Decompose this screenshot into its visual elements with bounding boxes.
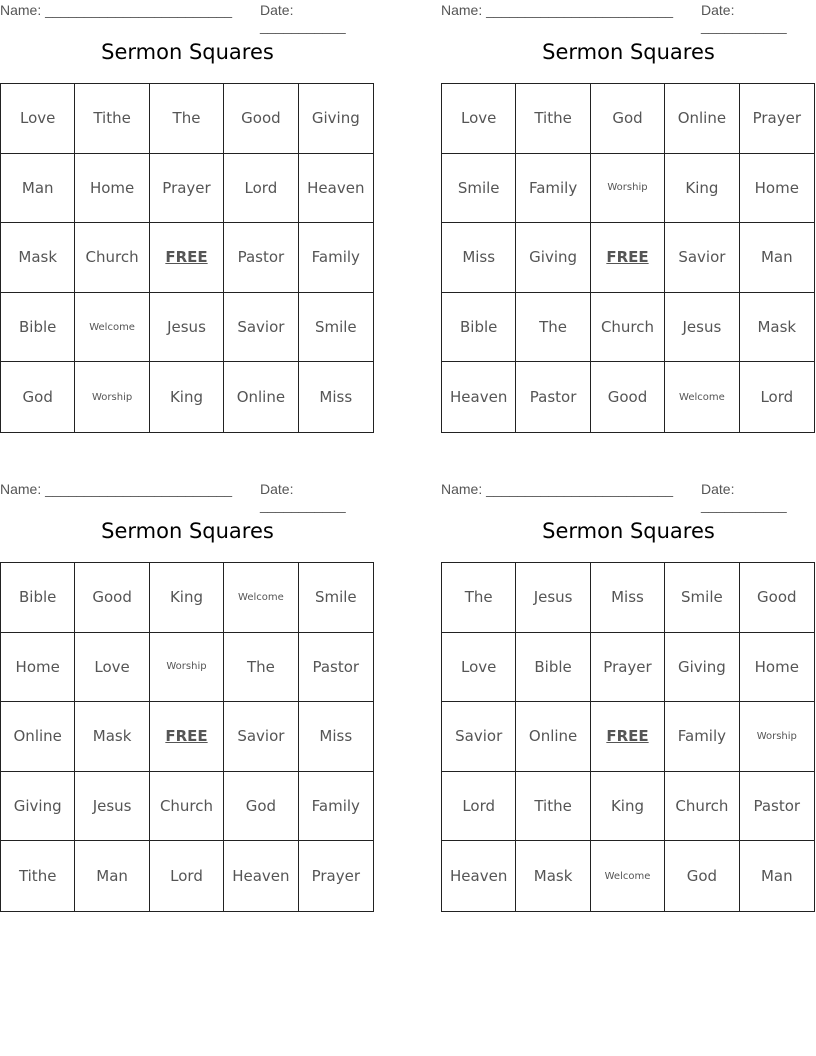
bingo-cell: The [224,633,298,703]
bingo-cell: Jesus [665,293,739,363]
free-space-cell: FREE [150,702,224,772]
bingo-cell: Jesus [516,563,590,633]
bingo-cell: Lord [224,154,298,224]
bingo-cell: Tithe [75,84,149,154]
bingo-cell: King [665,154,739,224]
bingo-cell: Good [224,84,298,154]
date-field-label: Date: ___________ [260,481,346,513]
bingo-cell: Worship [740,702,814,772]
bingo-cell: Worship [150,633,224,703]
bingo-cell: God [1,362,75,432]
bingo-cell: God [665,841,739,911]
bingo-grid [441,562,815,912]
bingo-cell: Heaven [442,841,516,911]
name-field-label: Name: ________________________ [441,2,673,18]
bingo-cell: Mask [740,293,814,363]
bingo-cell: Family [665,702,739,772]
bingo-cell: Savior [224,702,298,772]
bingo-cell: Worship [75,362,149,432]
bingo-cell: Miss [319,388,353,407]
bingo-cell: Online [516,702,590,772]
bingo-cell: Love [1,84,75,154]
free-space-cell: FREE [591,702,665,772]
bingo-cell: King [150,362,224,432]
bingo-cell: Mask [1,223,75,293]
bingo-cell: Bible [442,293,516,363]
card-title: Sermon Squares [101,519,274,543]
bingo-cell: Mask [516,841,590,911]
bingo-cell: King [150,563,224,633]
bingo-cell: Tithe [516,84,590,154]
bingo-cell: Giving [516,223,590,293]
bingo-cell: Man [740,223,814,293]
bingo-cell: Love [75,633,149,703]
bingo-cell: Home [740,633,814,703]
bingo-cell: Bible [516,633,590,703]
card-title: Sermon Squares [542,519,715,543]
name-date-line [0,481,375,513]
bingo-cell: Home [1,633,75,703]
bingo-grid [0,83,374,433]
bingo-cell: Giving [665,633,739,703]
name-field-label: Name: ________________________ [0,2,232,18]
bingo-cell: Welcome [665,362,739,432]
bingo-cell: Prayer [311,867,360,886]
bingo-cell: Pastor [224,223,298,293]
bingo-cell: Church [665,772,739,842]
bingo-cell: Family [299,223,373,293]
bingo-grid [0,562,374,912]
card-title: Sermon Squares [542,40,715,64]
name-date-line [0,2,375,34]
bingo-cell: Prayer [150,154,224,224]
bingo-cell: Lord [442,772,516,842]
bingo-cell: The [150,84,224,154]
bingo-cell: Love [442,633,516,703]
bingo-cell: Home [75,154,149,224]
name-field-label: Name: ________________________ [0,481,232,497]
bingo-cell: Smile [299,293,373,363]
bingo-cell: Smile [665,563,739,633]
bingo-cell: Prayer [740,84,814,154]
bingo-cell: Heaven [299,154,373,224]
bingo-cell: Miss [591,563,665,633]
bingo-grid [441,83,815,433]
bingo-cell: Man [1,154,75,224]
bingo-cell: Jesus [75,772,149,842]
bingo-cell: Online [224,362,298,432]
bingo-cell: Jesus [150,293,224,363]
bingo-cell: The [516,293,590,363]
bingo-cell: Giving [1,772,75,842]
name-field-label: Name: ________________________ [441,481,673,497]
free-space-cell: FREE [591,223,665,293]
bingo-cell: Online [1,702,75,772]
free-space-cell: FREE [150,223,224,293]
bingo-cell: Home [740,154,814,224]
bingo-cell: Heaven [442,362,516,432]
name-date-line [441,2,816,34]
bingo-cell: Pastor [516,362,590,432]
date-field-label: Date: ___________ [701,2,787,34]
card-title: Sermon Squares [101,40,274,64]
bingo-cell: Family [299,772,373,842]
bingo-cell: Man [760,867,793,886]
date-field-label: Date: ___________ [260,2,346,34]
bingo-cell: Church [150,772,224,842]
bingo-cell: Family [516,154,590,224]
bingo-cell: Church [75,223,149,293]
bingo-cell: Heaven [224,841,298,911]
bingo-cell: Pastor [299,633,373,703]
bingo-cell: Savior [442,702,516,772]
bingo-cell: Lord [150,841,224,911]
bingo-cell: Online [665,84,739,154]
bingo-cell: Bible [1,563,75,633]
bingo-cell: God [591,84,665,154]
bingo-cell: Welcome [75,293,149,363]
bingo-cell: God [224,772,298,842]
bingo-cell: Smile [299,563,373,633]
bingo-cell: Tithe [516,772,590,842]
bingo-cell: Prayer [591,633,665,703]
bingo-cell: Welcome [591,841,665,911]
bingo-cell: Pastor [740,772,814,842]
bingo-cell: Good [591,362,665,432]
bingo-cell: Miss [442,223,516,293]
bingo-cell: Tithe [1,841,75,911]
date-field-label: Date: ___________ [701,481,787,513]
bingo-cell: Worship [591,154,665,224]
bingo-cell: Lord [760,388,794,407]
bingo-cell: Good [740,563,814,633]
bingo-cell: King [591,772,665,842]
name-date-line [441,481,816,513]
bingo-cell: Bible [1,293,75,363]
bingo-cell: Welcome [224,563,298,633]
bingo-cell: Miss [299,702,373,772]
bingo-cell: Church [591,293,665,363]
bingo-cell: The [442,563,516,633]
bingo-cell: Love [442,84,516,154]
bingo-cell: Savior [665,223,739,293]
bingo-cell: Giving [299,84,373,154]
bingo-cell: Smile [442,154,516,224]
bingo-cell: Mask [75,702,149,772]
bingo-cell: Good [75,563,149,633]
bingo-cell: Man [75,841,149,911]
bingo-cell: Savior [224,293,298,363]
